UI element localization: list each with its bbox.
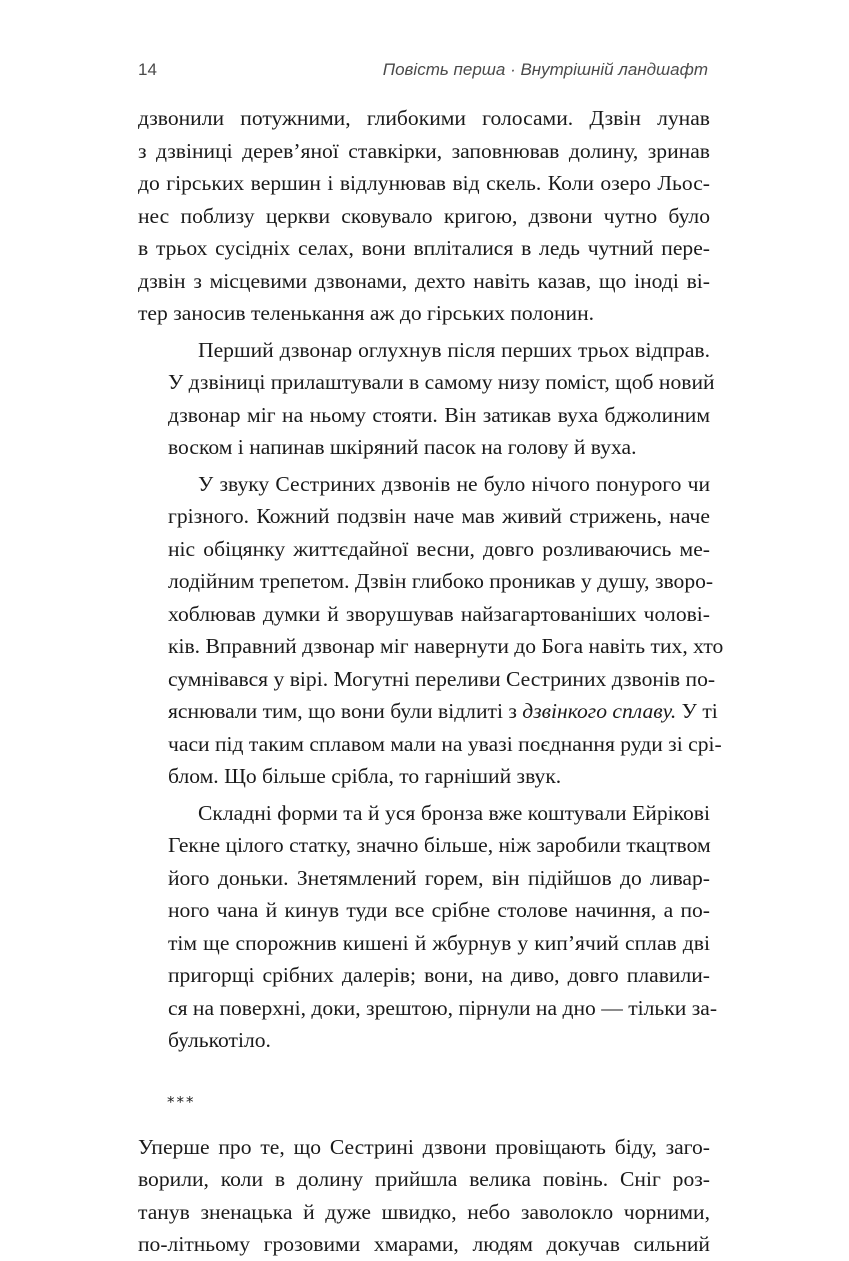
text-run: У ті: [676, 699, 718, 723]
text-line: ся на поверхні, доки, зрештою, пірнули на дно — тільки за-: [168, 995, 718, 1020]
page-number: 14: [138, 60, 157, 79]
body-text: [138, 102, 724, 1261]
text-line: дзвонар міг на ньому стояти. Він затикав вуха бджолиним: [168, 402, 710, 427]
text-line: ків. Вправний дзвонар міг навернути до Бога навіть тих, хто: [168, 634, 724, 658]
text-line: Гекне цілого статку, значно більше, ніж заробили ткацтвом: [168, 833, 711, 857]
paragraph: [138, 797, 718, 1057]
text-line: дзвін з місцевими дзвонами, дехто навіть казав, що іноді ві-: [138, 268, 710, 293]
text-line: дзвонили потужними, глибокими голосами. Дзвін лунав: [138, 106, 710, 130]
text-line: нес поблизу церкви сковувало кригою, дзвони чутно було: [138, 203, 710, 228]
text-line: сумнівався у вірі. Могутні переливи Сестриних дзвонів по-: [168, 666, 716, 691]
text-line: з дзвіниці дерев’яної ставкірки, заповнював долину, зринав: [138, 138, 710, 163]
text-line: воском і напинав шкіряний пасок на голову й вуха.: [168, 435, 637, 459]
text-line: У дзвіниці прилаштували в самому низу поміст, щоб новий: [168, 370, 715, 394]
text-line: часи під таким сплавом мали на увазі поєднання руди зі срі-: [168, 731, 722, 756]
text-line: булькотіло.: [168, 1028, 271, 1052]
paragraph: [138, 468, 724, 793]
text-run: яснювали тим, що вони були відлиті з: [168, 699, 523, 723]
text-line: тім ще спорожнив кишені й жбурнув у кип’ячий сплав дві: [168, 930, 710, 955]
paragraph: [138, 102, 710, 330]
italic-term: дзвінкого сплаву.: [522, 699, 677, 723]
text-line: до гірських вершин і відлунював від скель. Коли озеро Льос-: [138, 171, 710, 195]
running-head: [138, 60, 708, 88]
paragraph: [138, 334, 715, 464]
text-line: Складні форми та й уся бронза вже коштували Ейрікові: [198, 800, 710, 825]
text-line: танув зненацька й дуже швидко, небо заволокло чорними,: [138, 1199, 710, 1224]
text-line: тер заносив теленькання аж до гірських полонин.: [138, 301, 595, 325]
paragraph: [138, 1131, 710, 1261]
text-line: Уперше про те, що Сестрині дзвони провіщають біду, заго-: [138, 1134, 710, 1159]
text-line: ніс обіцянку життєдайної весни, довго розливаючись ме-: [168, 536, 710, 561]
text-line: по-літньому грозовими хмарами, людям докучав сильний: [138, 1232, 710, 1256]
text-line: лодійним трепетом. Дзвін глибоко проникав у душу, зворо-: [168, 569, 714, 593]
running-title: Повість перша · Внутрішній ландшафт: [382, 60, 708, 79]
text-line: Перший дзвонар оглухнув після перших трьох відправ.: [198, 337, 710, 362]
text-line: в трьох сусідніх селах, вони впліталися в ледь чутний пере-: [138, 236, 710, 260]
text-line: ворили, коли в долину прийшла велика повінь. Сніг роз-: [138, 1167, 710, 1191]
text-line: ного чана й кинув туди все срібне столове начиння, а по-: [168, 898, 710, 922]
text-line: грізного. Кожний подзвін наче мав живий стрижень, наче: [168, 504, 710, 528]
text-line: хоблював думки й зворушував найзагартованіших чолові-: [168, 601, 710, 626]
text-line: його доньки. Знетямлений горем, він підійшов до ливар-: [168, 865, 710, 890]
text-line: пригорщі срібних далерів; вони, на диво, довго плавили-: [168, 963, 710, 987]
text-line-with-italic: [138, 695, 718, 728]
section-separator: ***: [167, 1092, 196, 1111]
text-line: блом. Що більше срібла, то гарніший звук.: [168, 764, 562, 788]
text-line: У звуку Сестриних дзвонів не було нічого понурого чи: [198, 471, 710, 496]
